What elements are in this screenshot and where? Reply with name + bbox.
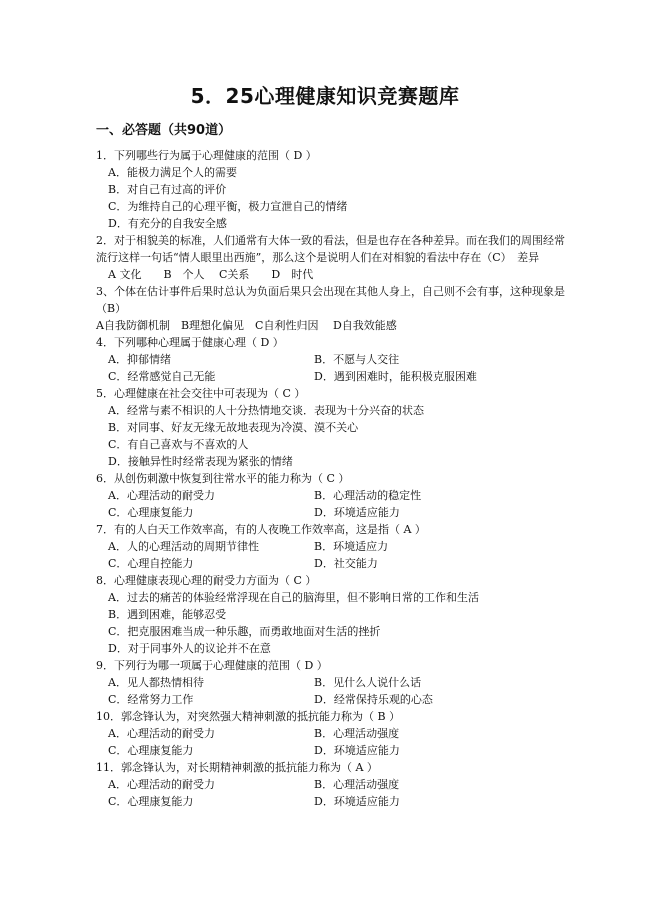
option: B．环境适应力	[314, 540, 389, 553]
option: B．对自己有过高的评价	[108, 183, 227, 196]
option: B．不愿与人交往	[314, 353, 400, 366]
option: D．环境适应能力	[314, 506, 400, 519]
option-line: A自我防御机制 B理想化偏见 C自利性归因 D自我效能感	[96, 319, 397, 332]
option: A．抑郁情绪	[108, 353, 171, 366]
option: D．经常保持乐观的心态	[314, 693, 433, 706]
question-stem: 1．下列哪些行为属于心理健康的范围（ D ）	[96, 149, 317, 162]
question-stem: 2．对于相貌美的标准，人们通常有大体一致的看法，但是也存在各种差异。而在我们的周围经常流行这样一句话“情人眼里出西施”，那么这个是说明人们在对相貌的看法中存在（C） 差异	[96, 234, 565, 264]
option: A．过去的痛苦的体验经常浮现在自己的脑海里，但不影响日常的工作和生活	[108, 591, 479, 604]
option: C．有自己喜欢与不喜欢的人	[108, 438, 249, 451]
question	[96, 521, 566, 572]
option: D．环境适应能力	[314, 795, 400, 808]
option: C．为维持自己的心理平衡，极力宣泄自己的情绪	[108, 200, 348, 213]
option: C．经常感觉自己无能	[108, 370, 216, 383]
option: C．心理自控能力	[108, 557, 194, 570]
question	[96, 708, 566, 759]
option: C．心理康复能力	[108, 506, 194, 519]
option: B．对同事、好友无缘无故地表现为冷漠、漠不关心	[108, 421, 359, 434]
option: A．人的心理活动的周期节律性	[108, 540, 259, 553]
page-title: 5．25心理健康知识竞赛题库	[190, 84, 460, 108]
option: D．环境适应能力	[314, 744, 400, 757]
question-stem: 7．有的人白天工作效率高，有的人夜晚工作效率高，这是指（ A ）	[96, 523, 426, 536]
option: A．心理活动的耐受力	[108, 727, 215, 740]
section-heading: 一、必答题（共90道）	[96, 123, 232, 138]
question-stem: 3、个体在估计事件后果时总认为负面后果只会出现在其他人身上，自己则不会有事，这种现象是（B）	[96, 285, 565, 315]
option: D．有充分的自我安全感	[108, 217, 227, 230]
option: C．心理康复能力	[108, 744, 194, 757]
option: A．心理活动的耐受力	[108, 778, 215, 791]
question	[96, 657, 566, 708]
option: C．心理康复能力	[108, 795, 194, 808]
option: B．心理活动的稳定性	[314, 489, 422, 502]
option: A．经常与素不相识的人十分热情地交谈．表现为十分兴奋的状态	[108, 404, 424, 417]
question	[96, 759, 566, 810]
question-stem: 10．郭念锋认为，对突然强大精神刺激的抵抗能力称为（ B ）	[96, 710, 401, 723]
question-stem: 6．从创伤刺激中恢复到往常水平的能力称为（ C ）	[96, 472, 350, 485]
question	[96, 283, 566, 334]
option: A．见人都热情相待	[108, 676, 204, 689]
option: D．遇到困难时，能积极克服困难	[314, 370, 477, 383]
question-stem: 5．心理健康在社会交往中可表现为（ C ）	[96, 387, 306, 400]
option: B．心理活动强度	[314, 727, 400, 740]
option: D．接触异性时经常表现为紧张的情绪	[108, 455, 293, 468]
option: C．把克服困难当成一种乐趣，而勇敢地面对生活的挫折	[108, 625, 381, 638]
question	[96, 147, 566, 232]
question	[96, 572, 566, 657]
option: A．能极力满足个人的需要	[108, 166, 237, 179]
option-line: A 文化 B 个人 C关系 D 时代	[108, 268, 314, 281]
question	[96, 385, 566, 470]
question	[96, 232, 566, 283]
question-stem: 4．下列哪种心理属于健康心理（ D ）	[96, 336, 284, 349]
question-stem: 11．郭念锋认为，对长期精神刺激的抵抗能力称为（ A ）	[96, 761, 378, 774]
question	[96, 470, 566, 521]
option: A．心理活动的耐受力	[108, 489, 215, 502]
option: D．社交能力	[314, 557, 378, 570]
question	[96, 334, 566, 385]
option: C．经常努力工作	[108, 693, 194, 706]
option: B．心理活动强度	[314, 778, 400, 791]
option: D．对于同事外人的议论并不在意	[108, 642, 271, 655]
question-stem: 8．心理健康表现心理的耐受力方面为（ C ）	[96, 574, 317, 587]
option: B．见什么人说什么话	[314, 676, 422, 689]
option: B．遇到困难，能够忍受	[108, 608, 227, 621]
question-list	[96, 147, 566, 810]
question-stem: 9．下列行为哪一项属于心理健康的范围（ D ）	[96, 659, 328, 672]
